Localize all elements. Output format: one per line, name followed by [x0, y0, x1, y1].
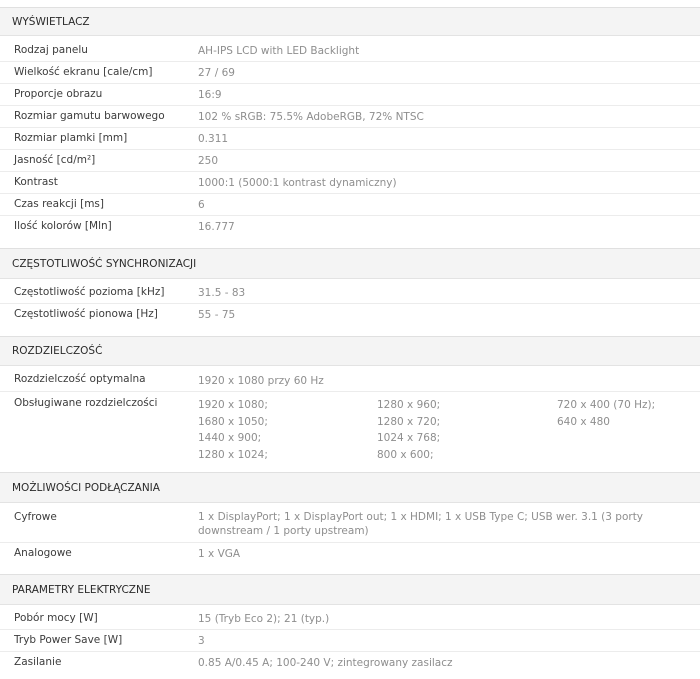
spec-value: 27 / 69	[198, 67, 235, 79]
spec-value: 0.85 A/0.45 A; 100-240 V; zintegrowany zasilacz	[198, 657, 453, 669]
spec-label: Częstotliwość pionowa [Hz]	[14, 308, 158, 320]
spec-row	[0, 505, 700, 543]
spec-value: 16.777	[198, 221, 235, 233]
spec-label: Cyfrowe	[14, 511, 57, 523]
resolution-list-col1	[198, 397, 268, 463]
spec-label: Rozmiar plamki [mm]	[14, 132, 128, 144]
spec-row	[0, 607, 700, 630]
section-title: CZĘSTOTLIWOŚĆ SYNCHRONIZACJI	[12, 257, 197, 270]
resolution-item: 1024 x 768;	[377, 432, 441, 444]
resolution-item: 1440 x 900;	[198, 432, 262, 444]
spec-label: Częstotliwość pozioma [kHz]	[14, 286, 165, 298]
spec-value: 1 x DisplayPort; 1 x DisplayPort out; 1 x HDMI; 1 x USB Type C; USB wer. 3.1 (3 porty downstream / 1 porty upstream)	[198, 511, 644, 537]
spec-label: Rozdzielczość optymalna	[14, 373, 146, 385]
spec-value: 55 - 75	[198, 309, 236, 321]
spec-label: Rozmiar gamutu barwowego	[14, 110, 165, 122]
spec-row	[0, 369, 700, 392]
resolution-item: 1280 x 1024;	[198, 448, 268, 461]
spec-row	[0, 281, 700, 304]
spec-label: Czas reakcji [ms]	[14, 198, 104, 210]
spec-row	[0, 652, 700, 674]
spec-value: 6	[198, 199, 205, 211]
spec-value: 1 x VGA	[198, 548, 241, 560]
spec-value: 1000:1 (5000:1 kontrast dynamiczny)	[198, 177, 397, 189]
spec-label: Analogowe	[14, 547, 72, 559]
section-header-connectivity	[0, 472, 700, 503]
spec-label: Proporcje obrazu	[14, 88, 103, 100]
section-header-display	[0, 7, 700, 36]
section-title: WYŚWIETLACZ	[12, 15, 90, 28]
spec-row	[0, 84, 700, 106]
resolution-item: 1280 x 720;	[377, 415, 441, 428]
spec-label: Kontrast	[14, 176, 58, 188]
spec-value: 250	[198, 155, 219, 167]
resolution-item: 1920 x 1080;	[198, 399, 268, 411]
spec-label: Zasilanie	[14, 656, 62, 668]
section-title: ROZDZIELCZOŚĆ	[12, 345, 103, 357]
spec-row	[0, 62, 700, 84]
spec-row	[0, 150, 700, 172]
spec-label: Tryb Power Save [W]	[14, 634, 123, 646]
spec-row	[0, 630, 700, 652]
resolution-item: 1280 x 960;	[377, 399, 441, 411]
section-header-sync	[0, 248, 700, 279]
resolution-item: 1680 x 1050;	[198, 415, 268, 428]
resolution-list-col3	[557, 397, 655, 430]
spec-label: Pobór mocy [W]	[14, 612, 98, 624]
spec-value: 15 (Tryb Eco 2); 21 (typ.)	[198, 613, 330, 625]
spec-value: AH-IPS LCD with LED Backlight	[198, 45, 360, 57]
resolution-item: 640 x 480	[557, 415, 610, 428]
spec-label: Ilość kolorów [Mln]	[14, 220, 112, 232]
spec-row-resolutions	[0, 392, 700, 463]
spec-value: 3	[198, 635, 205, 647]
spec-value: 102 % sRGB: 75.5% AdobeRGB, 72% NTSC	[198, 111, 424, 123]
resolution-item: 720 x 400 (70 Hz);	[557, 399, 656, 411]
spec-row	[0, 106, 700, 128]
spec-row	[0, 39, 700, 62]
spec-value: 31.5 - 83	[198, 287, 246, 299]
spec-row	[0, 172, 700, 194]
resolution-list-col2	[377, 397, 440, 463]
section-header-electrical	[0, 574, 700, 605]
spec-value: 16:9	[198, 89, 222, 101]
spec-row	[0, 216, 700, 238]
section-header-resolution	[0, 336, 700, 366]
spec-label: Wielkość ekranu [cale/cm]	[14, 66, 153, 78]
spec-row	[0, 194, 700, 216]
spec-row	[0, 304, 700, 326]
spec-label: Obsługiwane rozdzielczości	[14, 397, 158, 409]
section-title: PARAMETRY ELEKTRYCZNE	[12, 583, 151, 596]
spec-value: 1920 x 1080 przy 60 Hz	[198, 375, 324, 387]
spec-label: Jasność [cd/m²]	[14, 154, 96, 166]
section-title: MOŻLIWOŚCI PODŁĄCZANIA	[12, 481, 160, 494]
resolution-item: 800 x 600;	[377, 448, 434, 461]
spec-value: 0.311	[198, 133, 229, 145]
spec-row	[0, 128, 700, 150]
spec-label: Rodzaj panelu	[14, 44, 88, 56]
spec-row	[0, 543, 700, 565]
